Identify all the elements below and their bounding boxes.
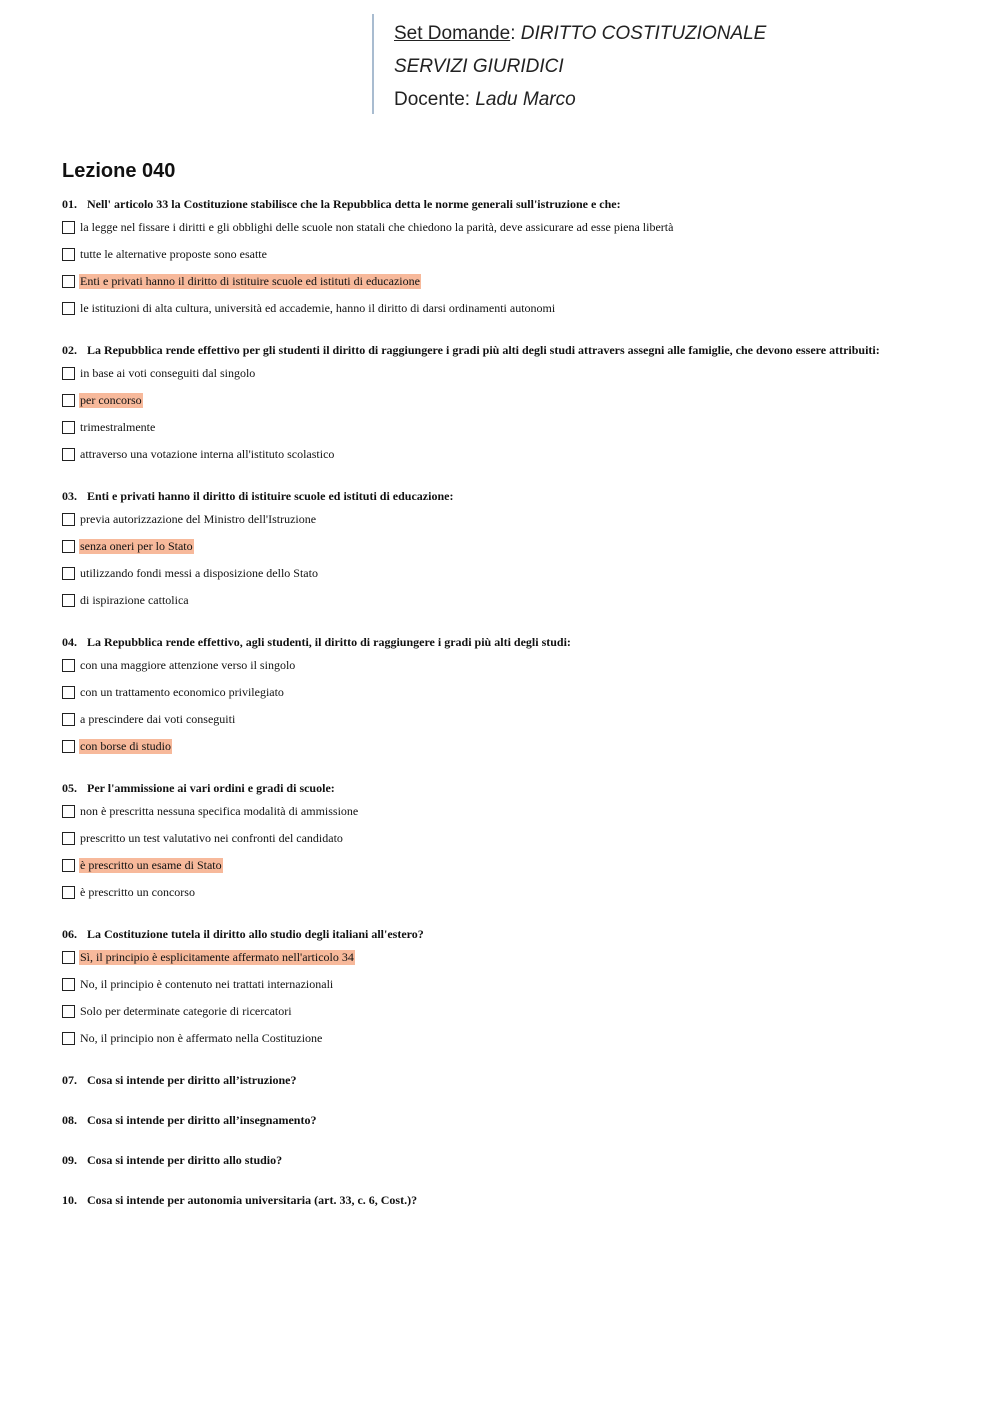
question-label: Cosa si intende per autonomia universitaria (art. 33, c. 6, Cost.)? bbox=[87, 1193, 418, 1207]
question-text bbox=[62, 1112, 942, 1128]
subject-title: DIRITTO COSTITUZIONALE bbox=[520, 23, 767, 44]
answer-text: No, il principio non è affermato nella Costituzione bbox=[80, 1031, 323, 1045]
answer-text: No, il principio è contenuto nei trattati internazionali bbox=[80, 977, 334, 991]
checkbox[interactable] bbox=[62, 832, 75, 845]
answer-text: previa autorizzazione del Ministro dell'Istruzione bbox=[80, 512, 317, 526]
checkbox[interactable] bbox=[62, 540, 75, 553]
question-number: 08. bbox=[62, 1113, 77, 1127]
question-block bbox=[62, 1072, 942, 1088]
answer-text-correct: con borse di studio bbox=[80, 739, 171, 753]
question-text bbox=[62, 1152, 942, 1168]
checkbox[interactable] bbox=[62, 394, 75, 407]
checkbox[interactable] bbox=[62, 513, 75, 526]
checkbox[interactable] bbox=[62, 805, 75, 818]
question-block bbox=[62, 342, 942, 474]
answer-option[interactable] bbox=[62, 274, 942, 301]
header-set-line bbox=[394, 20, 972, 47]
set-colon: : bbox=[510, 23, 516, 44]
answer-text: a prescindere dai voti conseguiti bbox=[80, 712, 236, 726]
answer-option[interactable] bbox=[62, 977, 942, 1004]
answer-text: in base ai voti conseguiti dal singolo bbox=[80, 366, 256, 380]
answer-text: Solo per determinate categorie di ricercatori bbox=[80, 1004, 292, 1018]
answer-text-correct: è prescritto un esame di Stato bbox=[80, 858, 222, 872]
question-text bbox=[62, 1072, 942, 1088]
answer-text: tutte le alternative proposte sono esatte bbox=[80, 247, 267, 261]
question-number: 10. bbox=[62, 1193, 77, 1207]
question-block bbox=[62, 780, 942, 912]
checkbox[interactable] bbox=[62, 859, 75, 872]
question-block bbox=[62, 1192, 942, 1208]
checkbox[interactable] bbox=[62, 1005, 75, 1018]
question-block bbox=[62, 1152, 942, 1168]
answer-option[interactable] bbox=[62, 366, 942, 393]
answer-option[interactable] bbox=[62, 950, 942, 977]
answer-text-correct: Enti e privati hanno il diritto di istituire scuole ed istituti di educazione bbox=[80, 274, 420, 288]
answer-option[interactable] bbox=[62, 831, 942, 858]
answer-text-correct: per concorso bbox=[80, 393, 142, 407]
answer-text: di ispirazione cattolica bbox=[80, 593, 189, 607]
question-number: 05. bbox=[62, 781, 77, 795]
checkbox[interactable] bbox=[62, 951, 75, 964]
answer-option[interactable] bbox=[62, 539, 942, 566]
question-label: Cosa si intende per diritto all’istruzione? bbox=[87, 1073, 297, 1087]
answer-option[interactable] bbox=[62, 685, 942, 712]
answer-option[interactable] bbox=[62, 593, 942, 620]
checkbox[interactable] bbox=[62, 886, 75, 899]
question-label: La Repubblica rende effettivo, agli studenti, il diritto di raggiungere i gradi più alti degli studi: bbox=[87, 635, 571, 649]
teacher-name: Ladu Marco bbox=[475, 89, 576, 110]
checkbox[interactable] bbox=[62, 367, 75, 380]
answer-text: con una maggiore attenzione verso il singolo bbox=[80, 658, 296, 672]
question-number: 07. bbox=[62, 1073, 77, 1087]
checkbox[interactable] bbox=[62, 713, 75, 726]
question-block bbox=[62, 634, 942, 766]
answer-option[interactable] bbox=[62, 393, 942, 420]
answer-text-correct: senza oneri per lo Stato bbox=[80, 539, 193, 553]
document-header bbox=[372, 14, 972, 114]
answer-text: non è prescritta nessuna specifica modalità di ammissione bbox=[80, 804, 359, 818]
answer-text-correct: Sì, il principio è esplicitamente affermato nell'articolo 34 bbox=[80, 950, 354, 964]
question-block bbox=[62, 1112, 942, 1128]
answer-option[interactable] bbox=[62, 447, 942, 474]
checkbox[interactable] bbox=[62, 448, 75, 461]
question-text bbox=[62, 634, 942, 650]
question-label: Enti e privati hanno il diritto di istituire scuole ed istituti di educazione: bbox=[87, 489, 454, 503]
answer-text: con un trattamento economico privilegiato bbox=[80, 685, 284, 699]
question-number: 03. bbox=[62, 489, 77, 503]
answer-text: trimestralmente bbox=[80, 420, 156, 434]
question-block bbox=[62, 488, 942, 620]
answer-option[interactable] bbox=[62, 247, 942, 274]
answer-text: prescritto un test valutativo nei confronti del candidato bbox=[80, 831, 343, 845]
checkbox[interactable] bbox=[62, 740, 75, 753]
answer-option[interactable] bbox=[62, 566, 942, 593]
question-text bbox=[62, 196, 942, 212]
question-number: 06. bbox=[62, 927, 77, 941]
question-label: Per l'ammissione ai vari ordini e gradi di scuole: bbox=[87, 781, 335, 795]
lesson-title: Lezione 040 bbox=[62, 160, 176, 182]
question-text bbox=[62, 342, 942, 358]
answer-text: la legge nel fissare i diritti e gli obblighi delle scuole non statali che chiedono la parità, deve assicurare ad esse piena libertà bbox=[80, 220, 674, 234]
question-label: Cosa si intende per diritto allo studio? bbox=[87, 1153, 283, 1167]
checkbox[interactable] bbox=[62, 594, 75, 607]
answer-text: attraverso una votazione interna all'istituto scolastico bbox=[80, 447, 335, 461]
answer-option[interactable] bbox=[62, 804, 942, 831]
question-label: Cosa si intende per diritto all’insegnamento? bbox=[87, 1113, 317, 1127]
question-text bbox=[62, 488, 942, 504]
answer-option[interactable] bbox=[62, 420, 942, 447]
answer-option[interactable] bbox=[62, 1004, 942, 1031]
teacher-label: Docente: bbox=[394, 89, 471, 110]
answer-option[interactable] bbox=[62, 712, 942, 739]
checkbox[interactable] bbox=[62, 221, 75, 234]
answer-option[interactable] bbox=[62, 301, 942, 328]
question-list bbox=[62, 196, 942, 1232]
answer-option[interactable] bbox=[62, 220, 942, 247]
question-block bbox=[62, 196, 942, 328]
checkbox[interactable] bbox=[62, 567, 75, 580]
question-text bbox=[62, 780, 942, 796]
answer-text: è prescritto un concorso bbox=[80, 885, 195, 899]
question-label: La Costituzione tutela il diritto allo studio degli italiani all'estero? bbox=[87, 927, 424, 941]
question-label: La Repubblica rende effettivo per gli studenti il diritto di raggiungere i gradi più alti degli studi attravers assegni alle famiglie, che devono essere attribuiti: bbox=[87, 343, 880, 357]
answer-option[interactable] bbox=[62, 658, 942, 685]
question-label: Nell' articolo 33 la Costituzione stabilisce che la Repubblica detta le norme generali sull'istruzione e che: bbox=[87, 197, 621, 211]
question-number: 09. bbox=[62, 1153, 77, 1167]
header-teacher-line bbox=[394, 86, 972, 113]
checkbox[interactable] bbox=[62, 978, 75, 991]
checkbox[interactable] bbox=[62, 302, 75, 315]
answer-option[interactable] bbox=[62, 739, 942, 766]
question-number: 01. bbox=[62, 197, 77, 211]
question-number: 02. bbox=[62, 343, 77, 357]
answer-text: le istituzioni di alta cultura, università ed accademie, hanno il diritto di darsi ordinamenti autonomi bbox=[80, 301, 556, 315]
checkbox[interactable] bbox=[62, 659, 75, 672]
answer-option[interactable] bbox=[62, 858, 942, 885]
course-name: SERVIZI GIURIDICI bbox=[394, 56, 564, 77]
checkbox[interactable] bbox=[62, 686, 75, 699]
question-block bbox=[62, 926, 942, 1058]
answer-text: utilizzando fondi messi a disposizione dello Stato bbox=[80, 566, 318, 580]
set-label: Set Domande bbox=[394, 23, 511, 44]
checkbox[interactable] bbox=[62, 275, 75, 288]
checkbox[interactable] bbox=[62, 248, 75, 261]
question-text bbox=[62, 1192, 942, 1208]
answer-option[interactable] bbox=[62, 885, 942, 912]
question-number: 04. bbox=[62, 635, 77, 649]
answer-option[interactable] bbox=[62, 1031, 942, 1058]
answer-option[interactable] bbox=[62, 512, 942, 539]
checkbox[interactable] bbox=[62, 1032, 75, 1045]
checkbox[interactable] bbox=[62, 421, 75, 434]
question-text bbox=[62, 926, 942, 942]
